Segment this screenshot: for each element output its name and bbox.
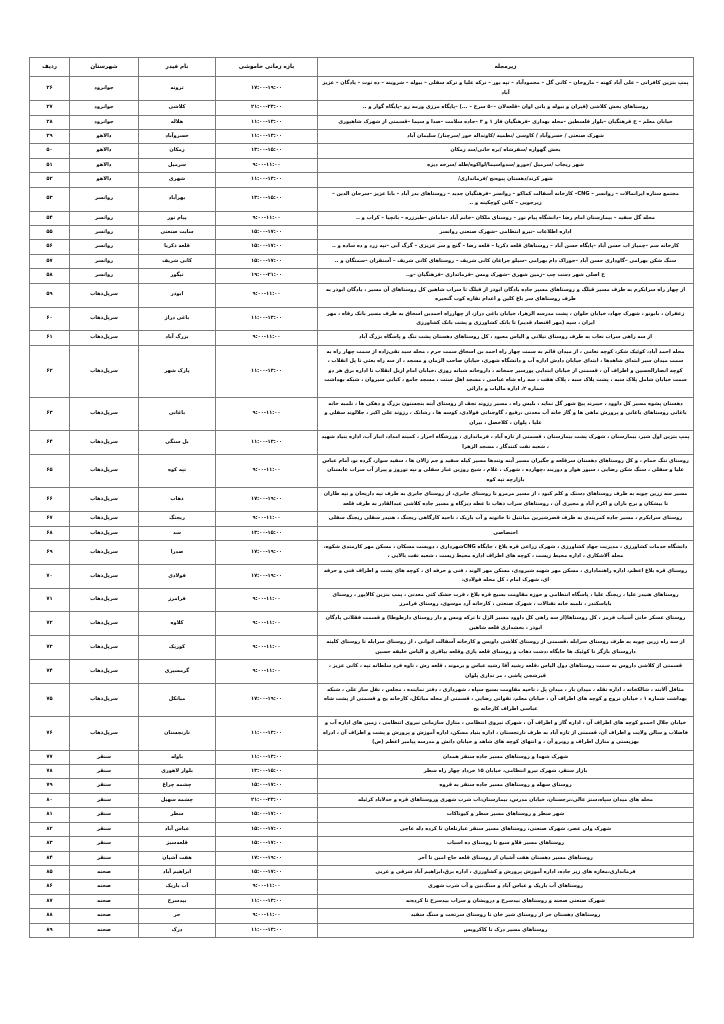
cell-time-range: ۱۱:۰۰-۱۳:۰۰	[216, 717, 318, 750]
table-row	[30, 77, 694, 101]
cell-county: سرپل‌ذهاب	[70, 526, 139, 540]
cell-time-range: ۲۱:۰۰-۲۳:۰۰	[216, 101, 318, 115]
cell-time-range: ۹:۰۰-۱۱:۰۰	[216, 588, 318, 612]
cell-feeder-name: سرمیل	[139, 158, 216, 172]
cell-time-range: ۱۳:۰۰-۱۵:۰۰	[216, 187, 318, 211]
cell-county: سرپل‌ذهاب	[70, 331, 139, 345]
table-row	[30, 750, 694, 764]
cell-time-range: ۱۷:۰۰-۱۹:۰۰	[216, 488, 318, 512]
cell-county: سرپل‌ذهاب	[70, 345, 139, 397]
cell-feeder-name: زمکان	[139, 144, 216, 158]
cell-county: روانسر	[70, 211, 139, 225]
cell-index: ۸۹	[30, 923, 70, 937]
cell-index: ۷۶	[30, 717, 70, 750]
table-row	[30, 684, 694, 717]
table-row	[30, 397, 694, 430]
table-row	[30, 851, 694, 865]
cell-time-range: ۱۱:۰۰-۱۳:۰۰	[216, 130, 318, 144]
cell-county: سنقر	[70, 837, 139, 851]
table-row	[30, 880, 694, 894]
table-row	[30, 793, 694, 807]
cell-county: سرپل‌ذهاب	[70, 488, 139, 512]
cell-county: سرپل‌ذهاب	[70, 684, 139, 717]
cell-feeder-name: فولادی	[139, 564, 216, 588]
cell-county: سرپل‌ذهاب	[70, 307, 139, 331]
cell-county: صحنه	[70, 880, 139, 894]
cell-time-range: ۱۱:۰۰-۱۳:۰۰	[216, 115, 318, 129]
cell-feeder-name: سایت صنعتی	[139, 225, 216, 239]
cell-index: ۵۸	[30, 269, 70, 283]
table-row	[30, 455, 694, 488]
cell-index: ۷۲	[30, 612, 70, 636]
cell-time-range: ۱۵:۰۰-۱۷:۰۰	[216, 240, 318, 254]
cell-county: سنقر	[70, 750, 139, 764]
cell-subset: روستاهای آب باریک و عباس آباد و سنگ‌بین و آب شرب شهری	[318, 880, 694, 894]
cell-feeder-name: آب باریک	[139, 880, 216, 894]
cell-time-range: ۱۵:۰۰-۱۷:۰۰	[216, 808, 318, 822]
cell-time-range: ۲۱:۰۰-۲۳:۰۰	[216, 793, 318, 807]
cell-index: ۶۷	[30, 512, 70, 526]
cell-county: سرپل‌ذهاب	[70, 660, 139, 684]
table-row	[30, 345, 694, 397]
cell-subset: اداره اطلاعات –نیرو انتظامی –شهرک صنعتی روانسر	[318, 225, 694, 239]
cell-feeder-name: ابوذر	[139, 283, 216, 307]
cell-county: دالاهو	[70, 173, 139, 187]
cell-index: ۸۷	[30, 894, 70, 908]
cell-feeder-name: نارنجستان	[139, 717, 216, 750]
cell-county: سرپل‌ذهاب	[70, 564, 139, 588]
cell-feeder-name: تپه کوه	[139, 455, 216, 488]
cell-time-range: ۱۱:۰۰-۱۳:۰۰	[216, 431, 318, 455]
cell-county: سنقر	[70, 808, 139, 822]
cell-subset: شهرک ولی عصر، شهرک صنعتی، روستاهای مسیر سنقر عبارتلغان تا کرده دله عاجی	[318, 822, 694, 836]
table-row	[30, 808, 694, 822]
cell-county: دالاهو	[70, 144, 139, 158]
cell-county: صحنه	[70, 923, 139, 937]
cell-time-range: ۱۱:۰۰-۱۳:۰۰	[216, 345, 318, 397]
table-row	[30, 612, 694, 636]
cell-time-range: ۱۷:۰۰-۱۹:۰۰	[216, 684, 318, 717]
cell-time-range: ۹:۰۰-۱۱:۰۰	[216, 612, 318, 636]
table-row	[30, 588, 694, 612]
cell-index: ۵۱	[30, 158, 70, 172]
cell-time-range: ۹:۰۰-۱۱:۰۰	[216, 660, 318, 684]
cell-subset: روستای قره بلاغ اعظم، اداره راهنماداری ، مسکن مهر شهید شیرودی، مسکن مهر الوند ، فنی و حرفه ای ، کوچه های پشت و اطراف فنی و حرفه ای، شهرک امام ، کل محله فولادی،	[318, 564, 694, 588]
cell-index: ۸۸	[30, 909, 70, 923]
cell-subset: شهر سطر و روستاهای مسیر سطر و کیوناکات	[318, 808, 694, 822]
cell-feeder-name: سطر	[139, 808, 216, 822]
table-row	[30, 865, 694, 879]
cell-feeder-name: نیگور	[139, 269, 216, 283]
cell-index: ۵۳	[30, 187, 70, 211]
cell-feeder-name: هفت آشیان	[139, 851, 216, 865]
cell-index: ۸۰	[30, 793, 70, 807]
cell-time-range: ۹:۰۰-۱۱:۰۰	[216, 397, 318, 430]
table-row	[30, 526, 694, 540]
cell-time-range: ۱۱:۰۰-۱۳:۰۰	[216, 307, 318, 331]
cell-index: ۲۸	[30, 115, 70, 129]
cell-subset: از سه راهی سراب نعاب به طرف روستای نیلانی و الیاس معبود ، کل روستاهای دهستان پشت تنگ و پاسگاه بزرگ آباد	[318, 331, 694, 345]
table-row	[30, 636, 694, 660]
cell-feeder-name: بیدسرخ	[139, 894, 216, 908]
cell-county: روانسر	[70, 187, 139, 211]
cell-county: روانسر	[70, 225, 139, 239]
cell-time-range: ۹:۰۰-۱۱:۰۰	[216, 211, 318, 225]
table-row	[30, 909, 694, 923]
cell-time-range: ۹:۰۰-۱۱:۰۰	[216, 283, 318, 307]
cell-subset: خیابان معلم – خ فرهنگیان –بلوار فلسطین –محله بهداری –فرهنگیان فاز ۱ و ۲ –جاده سلامت –صدا و سیما –قسمتی از شهرک شاهپوری	[318, 115, 694, 129]
cell-time-range: ۱۱:۰۰-۱۳:۰۰	[216, 923, 318, 937]
column-header-subset: زیرمجله	[318, 58, 694, 77]
cell-subset: شهر ریجاب /سرمیل /خورو /سدواسیما/لواکوه/طله /سرخه دیزه	[318, 158, 694, 172]
table-row	[30, 923, 694, 937]
cell-time-range: ۱۵:۰۰-۱۷:۰۰	[216, 865, 318, 879]
cell-feeder-name: باغی دراز	[139, 307, 216, 331]
cell-index: ۷۷	[30, 750, 70, 764]
cell-feeder-name: باوله	[139, 750, 216, 764]
cell-subset: روستاهای مسیر درک تا کاکرویس	[318, 923, 694, 937]
cell-time-range: ۱۷:۰۰-۱۹:۰۰	[216, 77, 318, 101]
cell-county: روانسر	[70, 254, 139, 268]
cell-feeder-name: شهری	[139, 173, 216, 187]
cell-county: سرپل‌ذهاب	[70, 397, 139, 430]
cell-feeder-name: حر	[139, 909, 216, 923]
cell-index: ۵۰	[30, 144, 70, 158]
cell-county: سرپل‌ذهاب	[70, 636, 139, 660]
cell-feeder-name: کلاوه	[139, 612, 216, 636]
cell-time-range: ۱۳:۰۰-۱۵:۰۰	[216, 144, 318, 158]
table-row	[30, 540, 694, 564]
cell-feeder-name: خسروآباد	[139, 130, 216, 144]
cell-feeder-name: گرمسیری	[139, 660, 216, 684]
cell-feeder-name: هلاله	[139, 115, 216, 129]
outage-schedule-table	[29, 57, 694, 938]
cell-feeder-name: پارک شهر	[139, 345, 216, 397]
table-row	[30, 173, 694, 187]
cell-subset: روستای تنگ حمام ، و کل روستاهای دهستان سرقلعه و جگیران مسیر آبنه وتندها مسیر کیله سفید و جم زالان ها ، سفید سوار، گرده نو، آمام عباس علیا و سفلی ، سنگ شکن رضایی ، سیور هوار و دوربند ،چهارده ، شهرک ، غلام ، شیخ روزبن غبار سفلی و تپه نوروز و پیراز آب سراب عابستان بازارچه تپه کوه	[318, 455, 694, 488]
cell-time-range: ۱۱:۰۰-۱۳:۰۰	[216, 173, 318, 187]
cell-county: جوانرود	[70, 115, 139, 129]
table-row	[30, 822, 694, 836]
cell-feeder-name: صدرا	[139, 540, 216, 564]
cell-subset: اختصاصی	[318, 526, 694, 540]
table-header	[30, 58, 694, 77]
cell-index: ۷۹	[30, 779, 70, 793]
cell-index: ۵۵	[30, 225, 70, 239]
cell-feeder-name: بزرگ آباد	[139, 331, 216, 345]
cell-county: جوانرود	[70, 101, 139, 115]
cell-index: ۸۲	[30, 822, 70, 836]
column-header-index: ردیف	[30, 58, 70, 77]
table-row	[30, 158, 694, 172]
table-row	[30, 254, 694, 268]
cell-subset: خیابان جلال احمدو کوچه های اطراف آن ، اداره گاز و اطراف آن ، شهرک نیروی انتظامی ، منازل سازمانی نیروی انتظامی ، زمین های اداره آب و فاضلاب و سالن ولایت و اطراف آن، قسمتی از تازه آباد به طرف نارنجستان ، اداره بنیاد مسکن، اداره آموزش و پرورش و پشت و اطراف آن ، ادراه بهزیستی و منازل اطراف و روبرو آن ، و انتهای کوچه های شاهد و خیابان دانش و مدرسه پیامبر اعظم (ص)	[318, 717, 694, 750]
cell-county: سنقر	[70, 764, 139, 778]
column-header-feeder-name: نام فیدر	[139, 58, 216, 77]
cell-index: ۸۴	[30, 851, 70, 865]
cell-county: سرپل‌ذهاب	[70, 283, 139, 307]
cell-time-range: ۱۵:۰۰-۱۷:۰۰	[216, 837, 318, 851]
cell-index: ۸۱	[30, 808, 70, 822]
cell-county: صحنه	[70, 865, 139, 879]
cell-county: سرپل‌ذهاب	[70, 455, 139, 488]
cell-time-range: ۹:۰۰-۱۱:۰۰	[216, 331, 318, 345]
cell-county: دالاهو	[70, 130, 139, 144]
table-row	[30, 187, 694, 211]
cell-index: ۲۹	[30, 130, 70, 144]
cell-feeder-name: چشمه چراغ	[139, 779, 216, 793]
table-row	[30, 512, 694, 526]
table-row	[30, 837, 694, 851]
table-row	[30, 660, 694, 684]
cell-feeder-name: قلعه‌سبز	[139, 837, 216, 851]
table-row	[30, 307, 694, 331]
cell-feeder-name: فرامرز	[139, 588, 216, 612]
cell-county: سرپل‌ذهاب	[70, 717, 139, 750]
cell-index: ۷۸	[30, 764, 70, 778]
cell-feeder-name: سد	[139, 526, 216, 540]
cell-subset: سنگ شکن بهرامی –گاوداری حسن آباد –خوراک دام بهرامی –سیلو جراغان کانی شریف – روستاهای کانی شریف – آستقران –سمنگان و ..	[318, 254, 694, 268]
cell-subset: مثافل آلابند ، شالکخانه ، اداره نقله ، میدان بار ، میدان پل ، ناحیه مقاومت بسیج سپاه ، شهرداری ، دفتر نماینده ، مجلس ، نقل ساز علی ، شبکه بهداشت شماره ۱ ، خیابان نروج و کوچه های اطراف آن ، خیابان معلم، تقوانی رضایی ، قسمتی از محله میانکل، کارخانه یخ و قسمتی از پشت شاه عباسی اطراف کارخانه یخ	[318, 684, 694, 717]
cell-time-range: ۱۱:۰۰-۱۳:۰۰	[216, 750, 318, 764]
cell-subset: خ اصلی شهر دست چپ –زمین شهری –شهرک ومس –فرمانداری –فرهنگیان –و..	[318, 269, 694, 283]
cell-county: سرپل‌ذهاب	[70, 431, 139, 455]
cell-feeder-name: بلوار لاهوری	[139, 764, 216, 778]
cell-index: ۲۷	[30, 101, 70, 115]
cell-subset: محله احمد آباد، کوئیک شکر، کوچه نعامی ، از میدان قائم به سمت چهار راه احمد بن اسحاق سمت حرم ، محله سید تقی‌زاده از سمت چهار راه به سمت میدان سیر ابتدای شاهدها ، ابتدای خیابان دادش اداره آب و دانشگاه شهری، خیابان صاحب الزمان و مسجد ، از سه راه بعثی تا پل انقلاب ، کوچه انصارالحسین و اطراف آن ، قسمتی از خیابان ابتدایی پورسیر جمخانه ، داروخانه شبانه روزی ،خیابان امام ازبل انقلاب تا اداره برق هر دو سمت خیابان شامل پلاک سبه ، پشت پلاک سبه ، پلاک هفت ، سه راه شاه عباسی ، مسجد اهل سنت ، مسجد جامع ، کبابی سیروان ، شبکه بهداشت شماره ۲، اداره مالیات و دارائی	[318, 345, 694, 397]
table-row	[30, 283, 694, 307]
table-row	[30, 144, 694, 158]
cell-subset: پمپ بنزین اول شیر، بیمارستان ، شهرک پشت بیمارستان ، قسمتی از تازه آباد ، فرمانداری ، ورزشگاه احرار ، کمیته امداد، انبار آب، اداره بنیاد شهید ، شعبه نفت کنندگار ، مسجد الزهرا	[318, 431, 694, 455]
table-body	[30, 77, 694, 938]
cell-county: صحنه	[70, 894, 139, 908]
cell-subset: روستاهای دهستان حر از روستای شیر خان تا روستای سرتخت و سنگ سفید	[318, 909, 694, 923]
cell-subset: بخش گهواره /سفرشاه /بره خانی/سد زمکان	[318, 144, 694, 158]
table-row	[30, 431, 694, 455]
cell-feeder-name: بل سنگی	[139, 431, 216, 455]
cell-subset: شهرک صنعتی صحنه و روستاهای بیدسرخ و درویشان و سراب بیدسرخ تا کرده‌نه	[318, 894, 694, 908]
cell-index: ۵۹	[30, 283, 70, 307]
cell-time-range: ۱۹:۰۰-۲۱:۰۰	[216, 269, 318, 283]
cell-county: جوانرود	[70, 77, 139, 101]
table-row	[30, 115, 694, 129]
cell-index: ۶۵	[30, 455, 70, 488]
table-row	[30, 488, 694, 512]
cell-time-range: ۱۱:۰۰-۱۳:۰۰	[216, 894, 318, 908]
table-row	[30, 764, 694, 778]
cell-county: سنقر	[70, 822, 139, 836]
cell-index: ۲۶	[30, 77, 70, 101]
cell-county: سرپل‌ذهاب	[70, 512, 139, 526]
cell-county: سرپل‌ذهاب	[70, 612, 139, 636]
cell-time-range: ۹:۰۰-۱۱:۰۰	[216, 636, 318, 660]
cell-subset: دهستان پشوه مسیر کل داوود ، خیبرند پیچ شهر گل نماید ، بلیس راه ، مسیر رزوند نجف از روستای آبنه بنجستون بزرگ و دهکی ها ، تلمبه خانه باغانی روستاهای باغانی و پرورش ماهی ها و گاز خانه آب معدنی ،رفیع ، گاوجنانی فولادی، کوسه ها ، رشانک ، رزوند علی اکبر ، جلالوند سفلی و علیا ، پلوان ، کلاخصل ، بیران	[318, 397, 694, 430]
cell-feeder-name: قلعه ذکریا	[139, 240, 216, 254]
cell-time-range: ۹:۰۰-۱۱:۰۰	[216, 512, 318, 526]
cell-index: ۶۳	[30, 397, 70, 430]
cell-index: ۶۹	[30, 540, 70, 564]
cell-time-range: ۹:۰۰-۱۱:۰۰	[216, 909, 318, 923]
table-row	[30, 269, 694, 283]
cell-subset: شهر کرند/دهستان پیوه‌نج /فرمانداری/	[318, 173, 694, 187]
table-row	[30, 331, 694, 345]
cell-feeder-name: ابراهیم آباد	[139, 865, 216, 879]
cell-index: ۶۶	[30, 488, 70, 512]
cell-subset: زعفران ، بابونو ، شهرک جهاد، خیابان حلوان ، پشت مدرسه الزهرا، خیابان باغی دراز، از چهارراه احمدبن اسحاق به طرف مسیر بانک رفاه ، مهر ایران ، سپه (مهر اقتصاد قدیم) تا بانک کشاورزی و پشت بانک کشاورزی	[318, 307, 694, 331]
cell-feeder-name: کانی شریف	[139, 254, 216, 268]
cell-feeder-name: درک	[139, 923, 216, 937]
cell-county: روانسر	[70, 269, 139, 283]
cell-subset: قسمتی از کلاشی داروس به سمت روستاهای دول الیاس ،قلعه رشید آقا رشید عباس و برموند ، قلعه رش ، تاوه فرد سلطانه تپه ، کانی عزیز ، قیرشجی پاشی ، مر نداری پلوان	[318, 660, 694, 684]
cell-county: سنقر	[70, 851, 139, 865]
column-header-county: شهرستان	[70, 58, 139, 77]
cell-time-range: ۹:۰۰-۱۱:۰۰	[216, 455, 318, 488]
cell-subset: روستاهای بخش کلاشی (فیران و بیوله و بانی اوان –قلعه‌لان –۵۰ سرخ – ...) –پایگاه مرزی ورمه رو –پایگاه گوار و ..	[318, 101, 694, 115]
table-row	[30, 779, 694, 793]
cell-subset: محله گل سفید – بیمارستان امام رضا –دانشگاه پیام نور – روستای ملکان –خانم آباد –ماماش –طبرزره – بانچیا – کراب و ..	[318, 211, 694, 225]
cell-feeder-name: میانکل	[139, 684, 216, 717]
cell-subset: فرمانداری،مغازه های زیر جاده، اداره آموزش پرورش و کشاورزی ، اداره برق،ابراهیم آباد شرقی و غربی	[318, 865, 694, 879]
cell-county: صحنه	[70, 909, 139, 923]
cell-subset: روستاهای هنیدر علیا ، ریجنگ علیا ، پاسگاه انتظامی و حوزه مقاومت بسیج قره بلاغ ، فرت خشک کنی معدنی ، پمپ بنزین کالاپور ، روستای باباسکندر ، تلمبه خانه نفتالات ، شهرک صنعتی ، کارخانه آرد موسوی، روستای فرامرز	[318, 588, 694, 612]
cell-time-range: ۹:۰۰-۱۱:۰۰	[216, 880, 318, 894]
cell-time-range: ۱۵:۰۰-۱۷:۰۰	[216, 225, 318, 239]
cell-subset: از چهار راه سرابکرم به طرف مسیر قبلگ و روستاهای مسیر جاده یادگان ابوذر از قبلگ تا سراب شاهین کل روستاهای آن مسیر ، یادگان ابوذر به طرف روستاهای سر باغ کلین و اعدام نقاره کوب گنجیره	[318, 283, 694, 307]
cell-feeder-name: پیام نور	[139, 211, 216, 225]
cell-index: ۸۵	[30, 865, 70, 879]
cell-county: سرپل‌ذهاب	[70, 540, 139, 564]
cell-index: ۷۵	[30, 684, 70, 717]
cell-subset: مسیر سه زرین چوبه به طرف روستاهای دستک و کلم کبود ، از مسیر مرمرو تا روستای جابری، از روستای جابری به طرف تپه داریخان و تپه طاران تا بیشکان و برج باران و اکرم آباد و مجیری آن ، روستاهای سراب ذهاب تا عطه دیزگاه و مسیر جاده کلاشی عبدالقادر به طرف قلعه	[318, 488, 694, 512]
cell-index: ۵۶	[30, 240, 70, 254]
cell-index: ۵۴	[30, 211, 70, 225]
cell-feeder-name: کوریک	[139, 636, 216, 660]
cell-subset: شهرک شهدا و روستاهای مسیر جاده سنقر همدان	[318, 750, 694, 764]
cell-index: ۶۴	[30, 431, 70, 455]
cell-feeder-name: چشمه سهیل	[139, 793, 216, 807]
cell-time-range: ۱۵:۰۰-۱۷:۰۰	[216, 254, 318, 268]
cell-feeder-name: باغانی	[139, 397, 216, 430]
table-row	[30, 130, 694, 144]
cell-subset: روستای سرابکرم ، مسیر جاده کمربندی به طرف قصرشیرین میانتیل تا خاتونه و آب باریک ، ناحیه کارگاهی ریجنگ ، هنیدر سفلی ریجنگ سفلی	[318, 512, 694, 526]
cell-feeder-name: ذهاب	[139, 488, 216, 512]
cell-index: ۸۳	[30, 837, 70, 851]
cell-feeder-name: ثروته	[139, 77, 216, 101]
cell-index: ۵۷	[30, 254, 70, 268]
table-row	[30, 225, 694, 239]
cell-feeder-name: عباس آباد	[139, 822, 216, 836]
cell-time-range: ۱۵:۰۰-۱۷:۰۰	[216, 779, 318, 793]
cell-subset: پمپ بنزین کافرانی – علی آباد کهنه – ماروخان – کانی گل – محمودآباد – تپه بور – ترکه علیا و ترکه سفلی – بیوله – شروینه – ده توت – یادگان – عزیز آباد	[318, 77, 694, 101]
table-row	[30, 564, 694, 588]
cell-index: ۷۱	[30, 588, 70, 612]
cell-time-range: ۱۷:۰۰-۱۹:۰۰	[216, 564, 318, 588]
cell-subset: بازار سنقر، شهرک نیرو انتظامی، خیابان ۱۵ خرداد چهار راه سطر	[318, 764, 694, 778]
table-row	[30, 211, 694, 225]
cell-subset: روستاهای مسیر دهستان هفت آشیان از روستای قلعه حاج امین تا آخر	[318, 851, 694, 865]
cell-county: سرپل‌ذهاب	[70, 588, 139, 612]
cell-index: ۷۳	[30, 636, 70, 660]
table-header-row	[30, 58, 694, 77]
cell-subset: روستای سهله و روستاهای مسیر جاده سنقر به قروه	[318, 779, 694, 793]
cell-feeder-name: ریجنگ	[139, 512, 216, 526]
cell-index: ۸۶	[30, 880, 70, 894]
cell-time-range: ۱۷:۰۰-۱۹:۰۰	[216, 851, 318, 865]
cell-index: ۵۲	[30, 173, 70, 187]
cell-subset: دانشگاه خدمات کشاورزی ، مدیریت جهاد کشاورزی ، شهرک زراعی قره بلاغ ، جایگاه CNGشهرداری ، دویست مسکان ، مسکن مهر کارمندی شکوه، محله آلاشکاری ، اداره محیط زیست ، کوچه های اطراف اداره محیط زیست ، شعبه نفت بالایی ،	[318, 540, 694, 564]
cell-index: ۶۱	[30, 331, 70, 345]
cell-index: ۶۸	[30, 526, 70, 540]
cell-time-range: ۱۳:۰۰-۱۵:۰۰	[216, 764, 318, 778]
cell-subset: کارخانه سم –چمیاز اب حسن آباد –پایگاه حسن آباد – روستاهای قلعه ذکریا – قلعه رضا – گنج و سر عزیزی – گرگ آبی –تپه زرد و ده ساده و ..	[318, 240, 694, 254]
table-row	[30, 717, 694, 750]
cell-index: ۷۰	[30, 564, 70, 588]
column-header-time-range: بازه زمانی خاموشی	[216, 58, 318, 77]
table-row	[30, 101, 694, 115]
cell-subset: روستای عسکر خانی آسیاب فرمز ، کل روستاها(از سه راهی کل داوود مسیر الزل تا ترکه ومس و دار روستای دارطوطا) و قسمت فقلانی پادگان ابوذر ، بخشداری قلعه شاهین	[318, 612, 694, 636]
cell-county: سنقر	[70, 793, 139, 807]
cell-subset: مجتمع ستاره ایرانمالات – روانسر – CNG– کارخانه آسفالت کماکو – روانسر –فرهنگیان جدید – روستاهای بدر آباد – بابا عزیز –سرحان الدین – زیرجویی – کانی کوچکینه و ..	[318, 187, 694, 211]
cell-county: دالاهو	[70, 158, 139, 172]
cell-county: روانسر	[70, 240, 139, 254]
cell-index: ۶۰	[30, 307, 70, 331]
cell-feeder-name: کلاشی	[139, 101, 216, 115]
cell-feeder-name: بهرآباد	[139, 187, 216, 211]
cell-index: ۶۲	[30, 345, 70, 397]
cell-time-range: ۱۷:۰۰-۱۹:۰۰	[216, 540, 318, 564]
cell-subset: محله های میدان سپاه،سنز عالی،نرجستان، خیابان مدرس، بیمارستان،اب شرب شهری وروستاهای قره و خدلاباد کرئیله	[318, 793, 694, 807]
cell-time-range: ۱۵:۰۰-۱۷:۰۰	[216, 822, 318, 836]
cell-subset: شهرک صنعتی / خسروآباد / کاوسی /نظمیه /کاونداله خور /سرچنار/ سلیمان آباد	[318, 130, 694, 144]
cell-subset: از سه راه زرین چوبه به طرف روستای سرابله ،قسمتی از روستای کلاشی داویس و کارخانه آسفالت انوانی ، از روستای سرابله تا روستای کلیته داروستای بازگر تا کوئیک ها جایگاه ،دشت ذهاب و روستای قلعه پازی وقلعه بیاقری و الیاس خلیفه حسین	[318, 636, 694, 660]
cell-time-range: ۱۳:۰۰-۱۵:۰۰	[216, 526, 318, 540]
table-row	[30, 240, 694, 254]
cell-county: سنقر	[70, 779, 139, 793]
cell-subset: روستاهای مسیر قلاو سبع تا روستای ده اسباب	[318, 837, 694, 851]
cell-index: ۷۴	[30, 660, 70, 684]
cell-time-range: ۹:۰۰-۱۱:۰۰	[216, 158, 318, 172]
table-row	[30, 894, 694, 908]
